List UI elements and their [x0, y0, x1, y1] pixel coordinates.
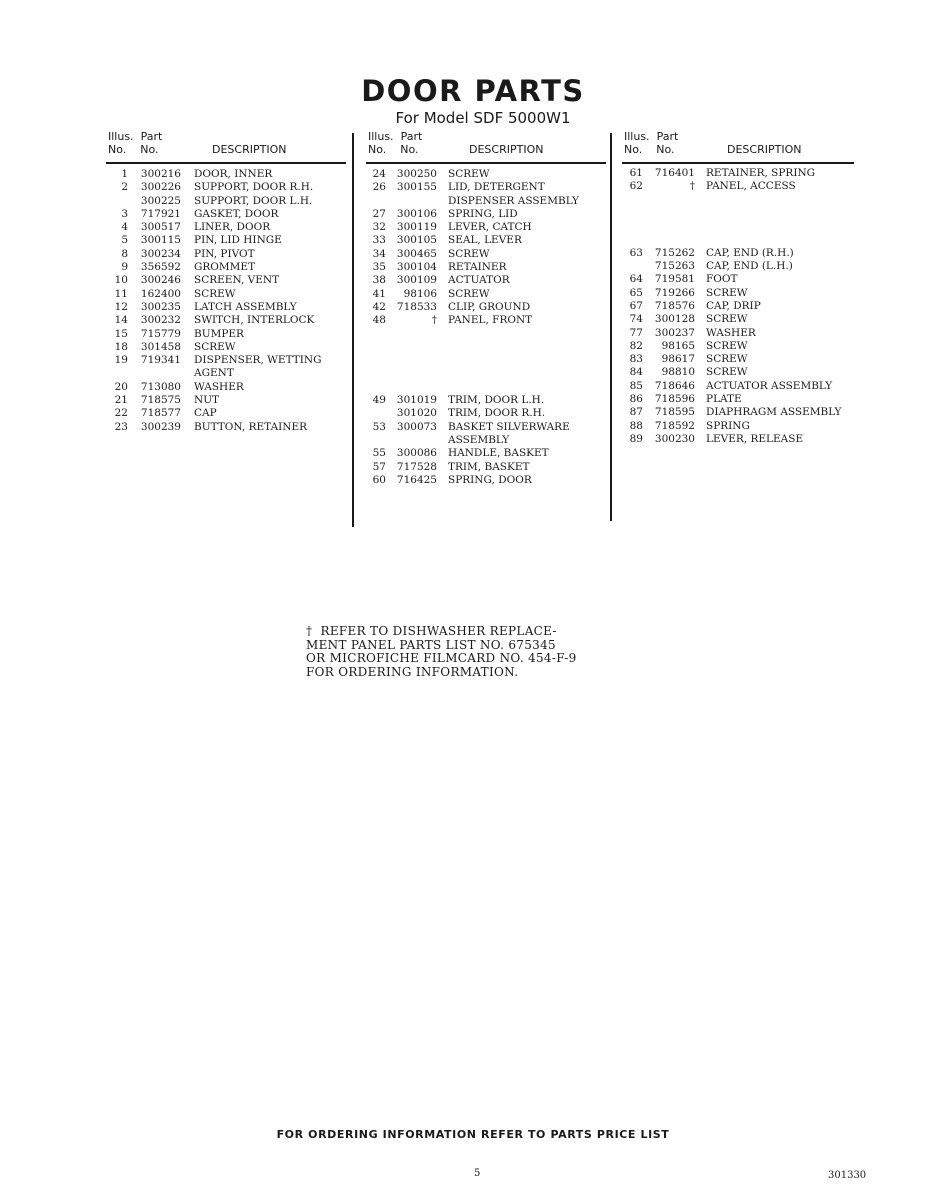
parts-column-3 [0, 167, 900, 446]
illus-number: 87 [629, 406, 643, 419]
illus-number: 26 [372, 181, 386, 194]
illus-number: 86 [629, 393, 643, 406]
header-illus-no: No. [624, 143, 643, 156]
part-number: 719581 [654, 273, 695, 286]
part-number: 713080 [140, 380, 181, 393]
part-number: 718575 [140, 394, 181, 407]
part-description: RETAINER [448, 261, 507, 274]
header-illus: Illus. [108, 130, 134, 143]
illus-number: 41 [372, 287, 386, 300]
part-description: SCREW [448, 168, 490, 180]
part-number: 715779 [140, 327, 181, 340]
part-description: BUTTON, RETAINER [194, 420, 308, 433]
part-description: SEAL, LEVER [448, 234, 522, 247]
illus-number: 84 [629, 366, 643, 379]
part-description: SCREW [706, 313, 748, 326]
header-illus-no: No. [368, 143, 387, 156]
illus-number: 15 [114, 327, 128, 340]
table-row [0, 180, 900, 193]
part-number: 300119 [396, 221, 437, 234]
illus-number: 14 [114, 314, 128, 327]
header-part-no: No. [140, 143, 159, 156]
illus-number: 3 [121, 207, 128, 220]
part-number: 718577 [140, 407, 181, 420]
part-number: 300517 [140, 221, 181, 234]
illus-number: 11 [114, 287, 128, 300]
part-description: SPRING [706, 419, 750, 432]
illus-number: 83 [629, 353, 643, 366]
table-row [0, 433, 900, 446]
illus-number: 27 [372, 207, 386, 220]
part-number: 718592 [654, 419, 695, 432]
part-description: DISPENSER, WETTING [194, 354, 322, 367]
part-number: 717921 [140, 207, 181, 220]
part-description: TRIM, DOOR R.H. [448, 407, 546, 420]
part-description: HANDLE, BASKET [448, 447, 549, 460]
part-description: LID, DETERGENT [448, 181, 545, 194]
part-number: 98810 [661, 366, 695, 379]
part-number: 98617 [661, 353, 695, 366]
table-row [0, 406, 900, 419]
column-header-3 [624, 130, 864, 156]
illus-number: 57 [372, 460, 386, 473]
illus-number: 67 [629, 299, 643, 312]
table-row [0, 167, 900, 180]
header-part-no: No. [400, 143, 419, 156]
table-row [0, 207, 900, 220]
illus-number: 62 [629, 180, 643, 193]
part-number: 718533 [396, 300, 437, 313]
part-number: 719266 [654, 286, 695, 299]
illus-number: 60 [372, 473, 386, 486]
illus-number: 12 [114, 300, 128, 313]
illus-number: 89 [629, 432, 643, 445]
part-number: 162400 [140, 287, 181, 300]
part-description: DOOR, INNER [194, 168, 273, 180]
table-row [0, 380, 900, 393]
header-part: Part [656, 130, 679, 143]
illus-number: 4 [121, 221, 128, 234]
part-number: 98165 [661, 339, 695, 352]
table-row [0, 287, 900, 300]
table-row [0, 194, 900, 207]
table-row [0, 447, 610, 460]
illus-number: 82 [629, 339, 643, 352]
part-number: 300225 [140, 194, 181, 207]
part-description: PIN, LID HINGE [194, 234, 282, 247]
illus-number: 20 [114, 380, 128, 393]
part-description: AGENT [194, 367, 234, 380]
part-number: † [689, 180, 695, 193]
illus-number: 85 [629, 379, 643, 392]
illus-number: 9 [121, 261, 128, 274]
illus-number: 65 [629, 286, 643, 299]
part-number: 718646 [654, 379, 695, 392]
illus-number: 53 [372, 420, 386, 433]
page-title: DOOR PARTS [361, 74, 585, 108]
part-description: NUT [194, 394, 220, 407]
part-number: 300246 [140, 274, 181, 287]
part-description: SCREW [194, 287, 236, 300]
part-description: SPRING, DOOR [448, 473, 532, 486]
part-number: 716425 [396, 473, 437, 486]
part-description: SCREW [706, 366, 748, 379]
part-number: 715262 [654, 246, 695, 259]
part-description: SUPPORT, DOOR L.H. [194, 194, 313, 207]
part-description: LATCH ASSEMBLY [194, 300, 297, 313]
part-number: 301020 [396, 407, 437, 420]
illus-number: 34 [372, 247, 386, 260]
part-number: 718576 [654, 299, 695, 312]
part-number: 300155 [396, 181, 437, 194]
illus-number: 74 [629, 313, 643, 326]
illus-number: 33 [372, 234, 386, 247]
illus-number: 42 [372, 300, 386, 313]
part-description: GROMMET [194, 261, 256, 274]
part-number: 300226 [140, 181, 181, 194]
part-description: SCREW [448, 247, 490, 260]
header-rule-3 [622, 162, 854, 164]
part-number: 718596 [654, 393, 695, 406]
part-number: 717528 [396, 460, 437, 473]
header-description: DESCRIPTION [469, 143, 544, 156]
part-number: 301458 [140, 340, 181, 353]
illus-number: 18 [114, 340, 128, 353]
header-illus-no: No. [108, 143, 127, 156]
part-description: CAP [194, 407, 217, 420]
illus-number: 61 [629, 167, 643, 179]
part-number: † [431, 314, 437, 327]
header-part: Part [140, 130, 163, 143]
part-description: PANEL, ACCESS [706, 180, 796, 193]
part-description: ASSEMBLY [448, 433, 510, 446]
part-number: 300106 [396, 207, 437, 220]
part-description: TRIM, DOOR L.H. [448, 394, 545, 407]
part-description: SWITCH, INTERLOCK [194, 314, 315, 327]
part-description: PLATE [706, 393, 742, 406]
header-illus: Illus. [624, 130, 650, 143]
part-description: SCREEN, VENT [194, 274, 280, 287]
header-part: Part [400, 130, 423, 143]
illus-number: 21 [114, 394, 128, 407]
illus-number: 2 [121, 181, 128, 194]
part-description: SUPPORT, DOOR R.H. [194, 181, 314, 194]
part-description: SCREW [706, 339, 748, 352]
part-description: CAP, END (R.H.) [706, 246, 794, 259]
part-number: 300073 [396, 420, 437, 433]
part-description: FOOT [706, 273, 738, 286]
part-description: LEVER, CATCH [448, 221, 532, 234]
part-number: 718595 [654, 406, 695, 419]
part-description: LEVER, RELEASE [706, 432, 804, 445]
part-number: 300109 [396, 274, 437, 287]
table-row [0, 247, 900, 260]
table-row [0, 260, 900, 273]
part-number: 300115 [140, 234, 181, 247]
part-number: 300232 [140, 314, 181, 327]
part-description: PIN, PIVOT [194, 247, 255, 260]
illus-number: 55 [372, 447, 386, 460]
table-row [0, 420, 900, 433]
part-description: ACTUATOR ASSEMBLY [706, 379, 833, 392]
part-number: 98106 [403, 287, 437, 300]
illus-number: 1 [121, 168, 128, 180]
part-description: SCREW [448, 287, 490, 300]
part-number: 300230 [654, 432, 695, 445]
part-number: 716401 [654, 167, 695, 179]
header-part-no: No. [656, 143, 675, 156]
part-description: RETAINER, SPRING [706, 167, 816, 179]
table-row [0, 327, 900, 340]
part-description: SCREW [706, 353, 748, 366]
illus-number: 19 [114, 354, 128, 367]
column-header-1 [108, 130, 348, 156]
part-description: SPRING, LID [448, 207, 518, 220]
part-description: DISPENSER ASSEMBLY [448, 194, 579, 207]
page-number: 5 [474, 1168, 481, 1179]
document-number: 301330 [828, 1170, 867, 1181]
table-row [0, 353, 900, 366]
column-header-2 [368, 130, 608, 156]
part-description: ACTUATOR [448, 274, 510, 287]
part-number: 300216 [140, 168, 181, 180]
footnote: † REFER TO DISHWASHER REPLACE- MENT PANEL PARTS LIST NO. 675345 OR MICROFICHE FILMCARD NO. 454-F-9 FOR ORDERING INFORMATION. [306, 624, 577, 679]
illus-number: 35 [372, 261, 386, 274]
illus-number: 23 [114, 420, 128, 433]
part-description: GASKET, DOOR [194, 207, 279, 220]
header-illus: Illus. [368, 130, 394, 143]
table-row [0, 393, 900, 406]
header-rule-2 [366, 162, 606, 164]
part-number: 719341 [140, 354, 181, 367]
part-description: PANEL, FRONT [448, 314, 533, 327]
header-description: DESCRIPTION [727, 143, 802, 156]
illus-number: 63 [629, 246, 643, 259]
part-description: SCREW [706, 286, 748, 299]
part-number: 356592 [140, 261, 181, 274]
part-description: WASHER [194, 380, 244, 393]
header-rule-1 [106, 162, 346, 164]
part-description: CAP, END (L.H.) [706, 260, 793, 273]
part-number: 300465 [396, 247, 437, 260]
part-description: BASKET SILVERWARE [448, 420, 570, 433]
part-description: LINER, DOOR [194, 221, 271, 234]
illus-number: 49 [372, 394, 386, 407]
illus-number: 88 [629, 419, 643, 432]
part-number: 300105 [396, 234, 437, 247]
part-description: WASHER [706, 326, 756, 339]
table-row [0, 340, 900, 353]
illus-number: 64 [629, 273, 643, 286]
part-description: CLIP, GROUND [448, 300, 531, 313]
part-number: 300250 [396, 168, 437, 180]
illus-number: 5 [121, 234, 128, 247]
table-row [0, 313, 900, 326]
table-row [0, 461, 610, 474]
header-description: DESCRIPTION [212, 143, 287, 156]
table-row [0, 273, 900, 286]
table-row [0, 220, 900, 233]
part-number: 300239 [140, 420, 181, 433]
part-description: DIAPHRAGM ASSEMBLY [706, 406, 842, 419]
illus-number: 22 [114, 407, 128, 420]
table-row [0, 474, 610, 487]
part-number: 300235 [140, 300, 181, 313]
part-number: 300128 [654, 313, 695, 326]
part-number: 300237 [654, 326, 695, 339]
page-subtitle: For Model SDF 5000W1 [395, 109, 571, 127]
part-number: 301019 [396, 394, 437, 407]
part-description: CAP, DRIP [706, 299, 761, 312]
part-number: 300104 [396, 261, 437, 274]
part-number: 300234 [140, 247, 181, 260]
illus-number: 24 [372, 168, 386, 180]
illus-number: 10 [114, 274, 128, 287]
part-number: 715263 [654, 260, 695, 273]
table-row [0, 233, 900, 246]
illus-number: 38 [372, 274, 386, 287]
illus-number: 48 [372, 314, 386, 327]
part-description: TRIM, BASKET [448, 460, 530, 473]
part-description: BUMPER [194, 327, 244, 340]
illus-number: 32 [372, 221, 386, 234]
illus-number: 8 [121, 247, 128, 260]
part-number: 300086 [396, 447, 437, 460]
part-description: SCREW [194, 340, 236, 353]
table-row [0, 366, 900, 379]
table-row [0, 300, 900, 313]
illus-number: 77 [629, 326, 643, 339]
ordering-note: FOR ORDERING INFORMATION REFER TO PARTS PRICE LIST [276, 1128, 670, 1141]
